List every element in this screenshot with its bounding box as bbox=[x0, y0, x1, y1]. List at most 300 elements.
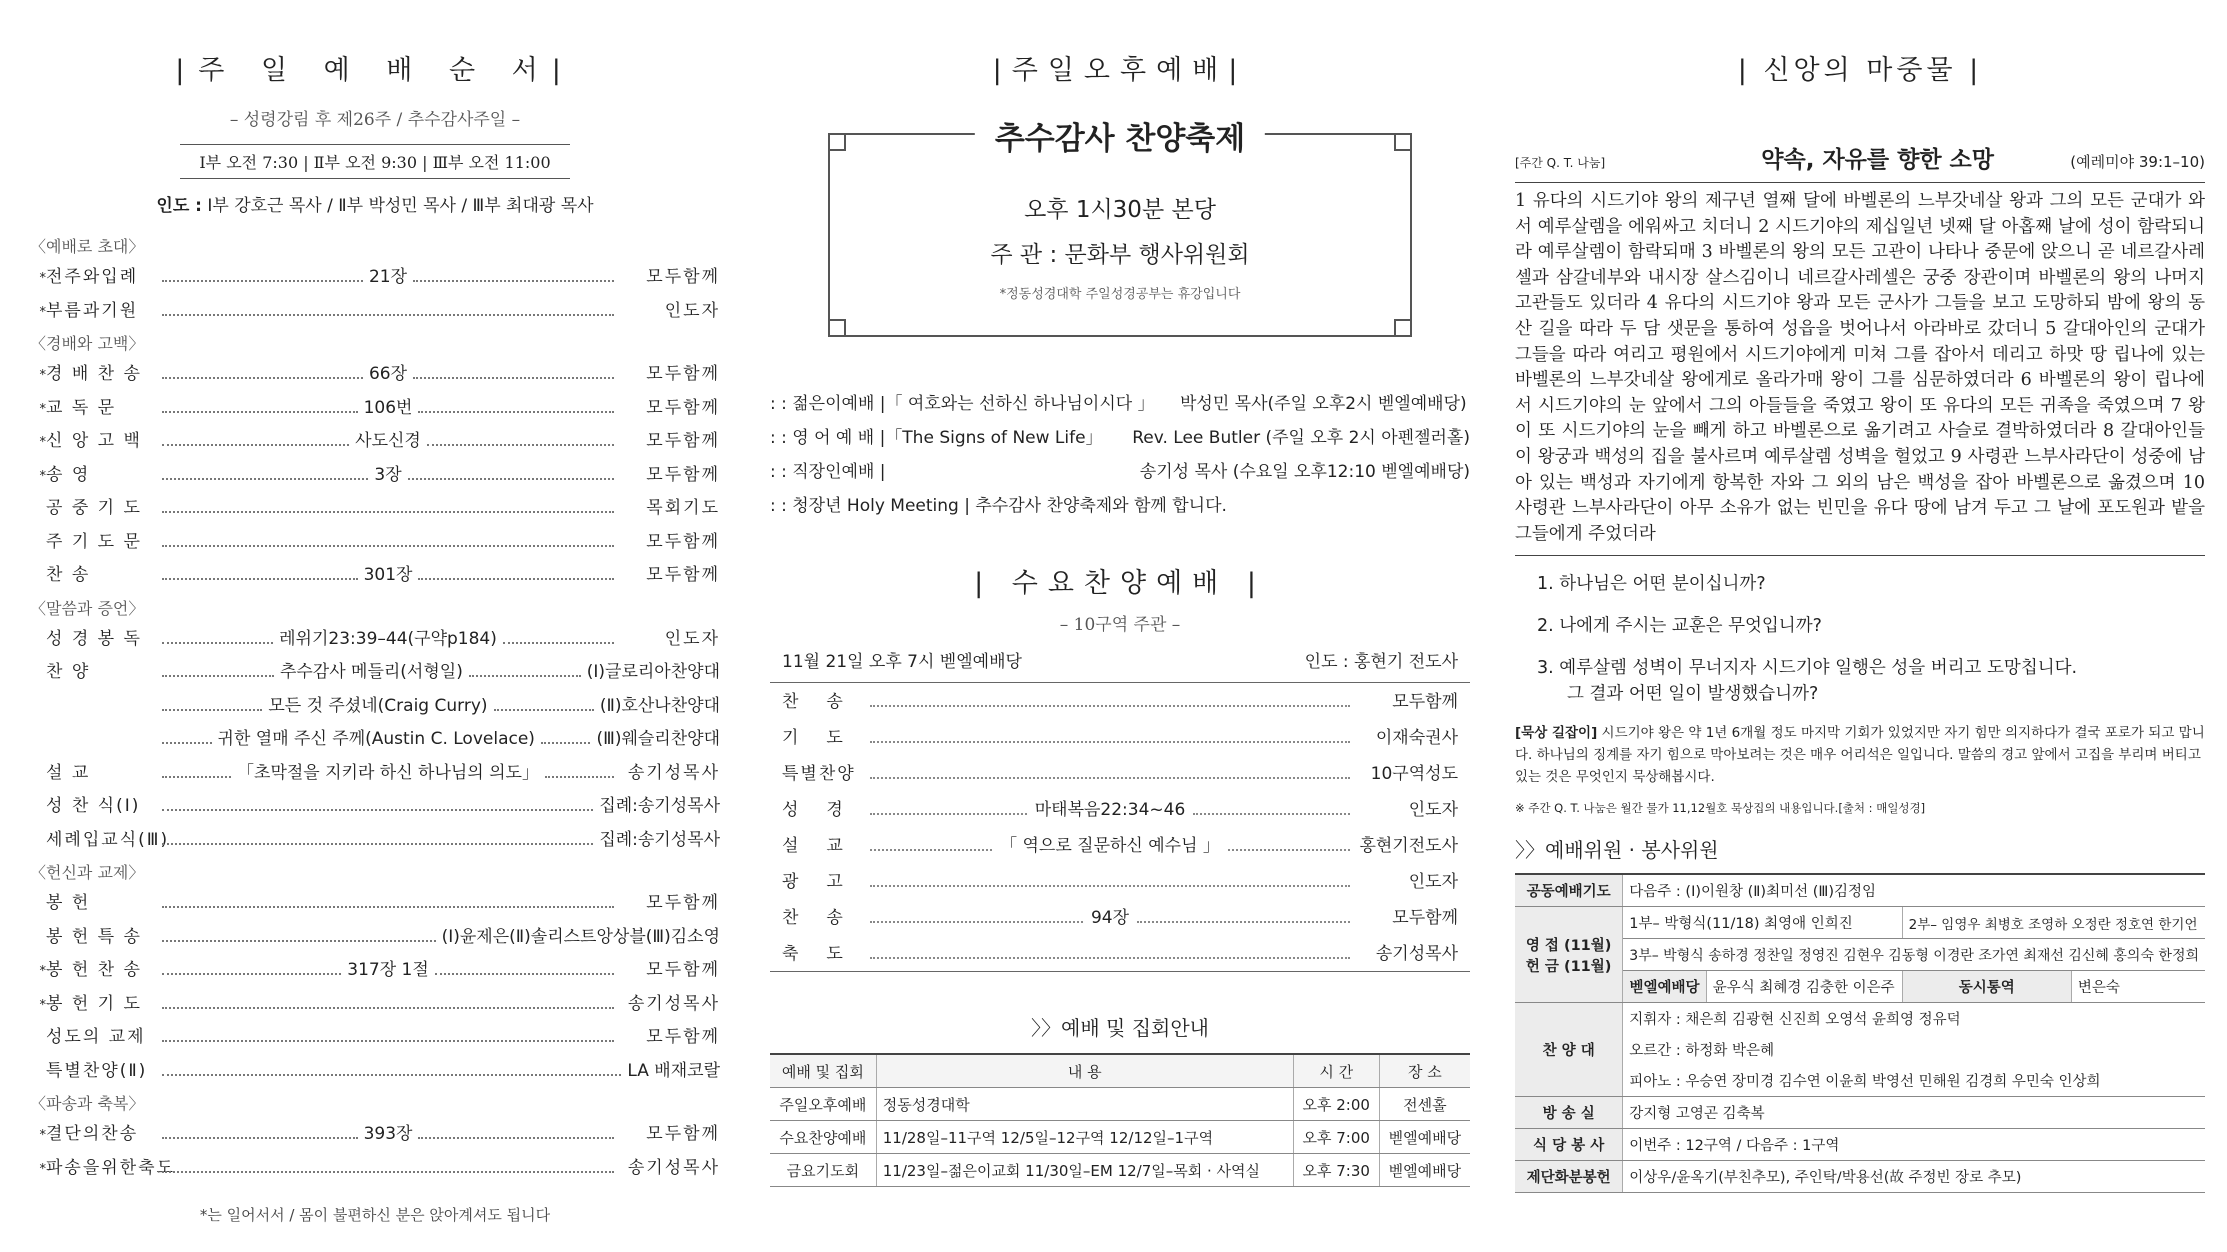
order-item bbox=[30, 560, 720, 594]
row-value: 오르간 : 하정화 박은혜 bbox=[1629, 1043, 1775, 1060]
order-item bbox=[30, 296, 720, 330]
order-item bbox=[30, 493, 720, 527]
item-name: 특별찬양 bbox=[782, 764, 856, 784]
wed-item bbox=[770, 827, 1470, 863]
wed-item bbox=[770, 899, 1470, 935]
item-detail bbox=[156, 393, 620, 418]
row-header bbox=[1515, 907, 1623, 1003]
sub-header: 동시통역 bbox=[1902, 971, 2071, 1003]
row-value: 2부– 임영우 최병호 조영하 오정란 정호연 한기언 bbox=[1902, 907, 2205, 939]
festival-time: 오후 1시30분 본당 bbox=[1024, 197, 1216, 223]
stand-mark: * bbox=[39, 468, 46, 484]
item-person: 모두함께 bbox=[646, 397, 720, 418]
item-person: 집례:송기성목사 bbox=[599, 829, 720, 850]
order-list bbox=[30, 232, 720, 1186]
row-value: 다음주 : (Ⅰ)이원창 (Ⅱ)최미선 (Ⅲ)김정임 bbox=[1623, 874, 2205, 907]
dot-leader bbox=[427, 444, 614, 446]
dot-leader bbox=[870, 863, 1350, 887]
schedule-cell: 오후 2:00 bbox=[1293, 1088, 1379, 1121]
meeting-detail bbox=[1180, 491, 1470, 525]
wed-leader: 인도 : 홍현기 전도사 bbox=[1304, 652, 1458, 672]
item-value: 94장 bbox=[1090, 908, 1130, 928]
item-person: 모두함께 bbox=[646, 431, 720, 451]
item-detail bbox=[156, 906, 620, 913]
row-header: 제단화분봉헌 bbox=[1515, 1161, 1623, 1193]
wed-subtitle: – 10구역 주관 – bbox=[1059, 615, 1181, 635]
order-item bbox=[30, 1056, 720, 1090]
staff-row bbox=[1515, 1003, 2205, 1035]
item-name: 경 배 찬 송 bbox=[46, 364, 142, 384]
wed-item bbox=[770, 719, 1470, 755]
item-detail bbox=[156, 359, 620, 384]
dot-leader bbox=[162, 1074, 621, 1076]
item-value: 추수감사 메들리(서형일) bbox=[279, 662, 463, 682]
item-value: 301장 bbox=[363, 565, 413, 585]
item-detail bbox=[156, 460, 620, 485]
dot-leader bbox=[162, 1040, 614, 1042]
item-person: 인도자 bbox=[1408, 800, 1458, 820]
item-detail bbox=[156, 314, 620, 321]
item-person: 모두함께 bbox=[646, 464, 720, 485]
schedule-row bbox=[770, 1154, 1470, 1187]
category-heading: 〈예배로 초대〉 bbox=[30, 237, 145, 256]
order-item bbox=[30, 724, 720, 758]
wed-item bbox=[770, 683, 1470, 719]
row-value: 이상우/윤옥기(부친추모), 주인탁/박용선(故 주정빈 장로 추모) bbox=[1623, 1161, 2205, 1193]
item-detail bbox=[156, 1119, 620, 1144]
question-3: 3. 예루살렘 성벽이 무너지자 시드기야 일행은 성을 버리고 도망칩니다. bbox=[1537, 658, 2078, 679]
dot-leader bbox=[162, 906, 614, 908]
item-name: 부름과기원 bbox=[46, 300, 139, 321]
devotion-column bbox=[1515, 0, 2205, 1193]
order-item bbox=[30, 1119, 720, 1153]
festival-title: 추수감사 찬양축제 bbox=[975, 113, 1265, 158]
dot-leader bbox=[162, 973, 341, 975]
item-value: 「초막절을 지키라 하신 하나님의 의도」 bbox=[237, 762, 539, 783]
item-name: 공 중 기 도 bbox=[46, 498, 142, 518]
item-person: 모두함께 bbox=[646, 364, 720, 384]
question-2: 2. 나에게 주시는 교훈은 무엇입니까? bbox=[1537, 616, 1822, 637]
item-detail bbox=[156, 657, 587, 682]
item-name: 찬 양 bbox=[46, 662, 91, 682]
meeting-item bbox=[770, 491, 1470, 525]
item-person: 인도자 bbox=[664, 300, 720, 321]
item-value: 사도신경 bbox=[355, 431, 421, 451]
dot-leader bbox=[435, 973, 614, 975]
dot-leader bbox=[162, 511, 614, 513]
item-name: 찬송 bbox=[782, 692, 871, 712]
schedule-header-row bbox=[770, 1054, 1470, 1088]
dot-leader bbox=[162, 809, 593, 811]
meeting-name: : : 젊은이예배 |「 여호와는 선하신 하나님이시다 」 bbox=[770, 394, 1155, 414]
item-person: 목회기도 bbox=[646, 498, 720, 518]
meetings-list bbox=[770, 389, 1470, 525]
item-person: 모두함께 bbox=[1392, 692, 1458, 712]
afternoon-column bbox=[770, 0, 1470, 1187]
corner-ornament bbox=[828, 319, 846, 337]
row-value: 강지형 고영곤 김축복 bbox=[1623, 1097, 2205, 1129]
item-detail bbox=[156, 724, 596, 749]
dot-leader bbox=[469, 675, 581, 677]
order-item bbox=[30, 922, 720, 956]
dot-leader bbox=[870, 719, 1350, 743]
dot-leader bbox=[408, 478, 614, 480]
order-item bbox=[30, 262, 720, 296]
item-name: 주 기 도 문 bbox=[46, 531, 142, 552]
schedule-cell: 전센홀 bbox=[1379, 1088, 1470, 1121]
subtitle: – 성령강림 후 제26주 / 추수감사주일 – bbox=[229, 110, 521, 130]
meditation-text: 시드기야 왕은 약 1년 6개월 정도 마지막 기회가 있었지만 자기 힘만 의지하다가 결국 포로가 되고 맙니다. 하나님의 징계를 자기 힘으로 막아보려는 것은 매우 어리석은 일입니다. 말씀의 경고 앞에서 고집을 부리며 버티고 있는 것은 무엇인지 묵상해봅시다. bbox=[1515, 725, 2205, 786]
section-title: | 신앙의 마중물 | bbox=[1737, 55, 1983, 86]
item-name: 성 경 봉 독 bbox=[46, 628, 142, 649]
item-person: 모두함께 bbox=[646, 267, 720, 287]
item-person: 모두함께 bbox=[646, 960, 720, 980]
schedule-table bbox=[770, 1053, 1470, 1187]
order-item bbox=[30, 825, 720, 859]
item-detail bbox=[156, 426, 620, 451]
meditation-note: ※ 주간 Q. T. 나눔은 월간 물가 11,12월호 묵상집의 내용입니다.[출처 : 매일성경] bbox=[1515, 801, 1926, 816]
dot-leader bbox=[870, 755, 1350, 779]
dot-leader bbox=[162, 1171, 614, 1173]
row-value: 1부– 박형식(11/18) 최영애 인희진 bbox=[1623, 907, 1902, 939]
category-heading: 〈헌신과 교제〉 bbox=[30, 863, 145, 882]
order-item bbox=[30, 1153, 720, 1187]
item-detail bbox=[156, 1171, 620, 1178]
dot-leader bbox=[870, 899, 1083, 923]
meeting-name: : : 영 어 예 배 |「The Signs of New Life」 bbox=[770, 428, 1103, 448]
column-header: 장 소 bbox=[1379, 1054, 1470, 1088]
dot-leader bbox=[162, 1137, 358, 1139]
wed-item bbox=[770, 863, 1470, 899]
item-name: 송 영 bbox=[46, 464, 91, 485]
item-value: 모든 것 주셨네(Craig Curry) bbox=[268, 695, 488, 716]
schedule-row bbox=[770, 1088, 1470, 1121]
dot-leader bbox=[494, 709, 594, 711]
item-detail bbox=[156, 545, 620, 552]
dot-leader bbox=[162, 776, 231, 778]
order-item bbox=[30, 393, 720, 427]
item-name: 특별찬양(Ⅱ) bbox=[46, 1060, 148, 1081]
item-name: 봉 헌 찬 송 bbox=[46, 960, 142, 980]
dot-leader bbox=[545, 776, 614, 778]
item-value: 「 역으로 질문하신 예수님 」 bbox=[1000, 836, 1220, 856]
header-line: 영 접 (11월) bbox=[1525, 937, 1612, 954]
dot-leader bbox=[418, 578, 614, 580]
schedule-cell: 금요기도회 bbox=[770, 1154, 876, 1187]
dot-leader bbox=[870, 935, 1350, 959]
schedule-cell: 11/28일–11구역 12/5일–12구역 12/12일–1구역 bbox=[876, 1121, 1293, 1154]
dot-leader bbox=[418, 411, 614, 413]
schedule-cell: 11/23일–젊은이교회 11/30일–EM 12/7일–목회 · 사역실 bbox=[876, 1154, 1293, 1187]
stand-mark: * bbox=[39, 304, 46, 320]
service-times: Ⅰ부 오전 7:30 | Ⅱ부 오전 9:30 | Ⅲ부 오전 11:00 bbox=[180, 144, 570, 179]
corner-ornament bbox=[1394, 319, 1412, 337]
category-heading: 〈경배와 고백〉 bbox=[30, 334, 145, 353]
item-name: 파송을위한축도 bbox=[46, 1157, 175, 1178]
order-item bbox=[30, 624, 720, 658]
item-detail bbox=[156, 1007, 620, 1014]
dot-leader bbox=[162, 843, 593, 845]
item-person: (Ⅱ)호산나찬양대 bbox=[599, 695, 720, 716]
row-value: 윤우식 최혜경 김충한 이은주 bbox=[1706, 971, 1902, 1003]
item-name: 봉 헌 기 도 bbox=[46, 993, 142, 1014]
dot-leader bbox=[1137, 899, 1350, 923]
dot-leader bbox=[541, 742, 591, 744]
item-person: 송기성목사 bbox=[627, 762, 720, 783]
item-person: 모두함께 bbox=[646, 531, 720, 552]
dot-leader bbox=[162, 478, 368, 480]
wed-item bbox=[770, 755, 1470, 791]
item-person: 송기성목사 bbox=[1375, 944, 1458, 964]
item-value: 21장 bbox=[368, 267, 408, 287]
item-name: 찬 송 bbox=[46, 565, 91, 585]
schedule-cell: 정동성경대학 bbox=[876, 1088, 1293, 1121]
schedule-cell: 벧엘예배당 bbox=[1379, 1154, 1470, 1187]
header-line: 헌 금 (11월) bbox=[1525, 958, 1612, 975]
item-detail bbox=[156, 940, 442, 947]
item-name: 성경 bbox=[782, 800, 871, 820]
dot-leader bbox=[162, 578, 358, 580]
row-value: 3부– 박형식 송하경 정찬일 정영진 김현우 김동형 이경란 조가연 최재선 김신혜 홍의숙 한정희 bbox=[1623, 939, 2205, 971]
item-detail bbox=[156, 262, 620, 287]
dot-leader bbox=[413, 280, 614, 282]
staff-row bbox=[1515, 874, 2205, 907]
item-value: 3장 bbox=[374, 464, 402, 485]
wed-order-list bbox=[770, 682, 1470, 972]
item-name: 성 찬 식(Ⅰ) bbox=[46, 796, 141, 816]
item-name: 결단의찬송 bbox=[46, 1124, 139, 1144]
row-value: 피아노 : 우승연 장미경 김수연 이윤희 박영선 민해원 김경희 우민숙 인상희 bbox=[1623, 1065, 2205, 1097]
festival-box bbox=[828, 121, 1412, 337]
item-person: 인도자 bbox=[1408, 872, 1458, 892]
stand-mark: * bbox=[39, 271, 46, 286]
item-detail bbox=[156, 624, 620, 649]
meeting-item bbox=[770, 389, 1470, 423]
leaders-line bbox=[30, 191, 720, 216]
dot-leader bbox=[870, 791, 1027, 815]
wed-item bbox=[770, 791, 1470, 827]
staff-row bbox=[1515, 1129, 2205, 1161]
order-item bbox=[30, 527, 720, 561]
column-header: 예배 및 집회 bbox=[770, 1054, 876, 1088]
item-detail bbox=[156, 955, 620, 980]
item-name: 봉 헌 bbox=[46, 893, 91, 913]
item-name: 교 독 문 bbox=[46, 397, 117, 418]
section-title: |주 일 예 배 순 서| bbox=[175, 55, 575, 86]
row-header: 찬 양 대 bbox=[1515, 1003, 1623, 1097]
item-detail bbox=[156, 1040, 620, 1047]
sunday-order-column bbox=[30, 0, 720, 1225]
column-header: 시 간 bbox=[1293, 1054, 1379, 1088]
item-name: 설 교 bbox=[46, 762, 91, 783]
stand-mark: * bbox=[39, 1128, 46, 1143]
meeting-detail: 송기성 목사 (수요일 오후12:10 벧엘예배당) bbox=[1139, 462, 1470, 482]
item-name: 축도 bbox=[782, 944, 871, 964]
schedule-cell: 오후 7:00 bbox=[1293, 1121, 1379, 1154]
schedule-cell: 벧엘예배당 bbox=[1379, 1121, 1470, 1154]
schedule-title: 〉〉예배 및 집회안내 bbox=[1031, 1016, 1209, 1040]
item-name: 기도 bbox=[782, 728, 871, 748]
stand-mark: * bbox=[39, 964, 46, 979]
item-person: (Ⅰ)글로리아찬양대 bbox=[586, 662, 720, 682]
question-3-cont: 그 결과 어떤 일이 발생했습니까? bbox=[1567, 684, 1819, 705]
meeting-detail: Rev. Lee Butler (주일 오후 2시 아펜젤러홀) bbox=[1132, 428, 1470, 448]
section-title: |주일오후예배| bbox=[992, 55, 1248, 86]
questions bbox=[1515, 570, 2205, 716]
item-value: 마태복음22:34~46 bbox=[1034, 800, 1186, 820]
leaders: Ⅰ부 강호근 목사 / Ⅱ부 박성민 목사 / Ⅲ부 최대광 목사 bbox=[207, 196, 594, 216]
dot-leader bbox=[162, 411, 358, 413]
staff-table bbox=[1515, 873, 2205, 1193]
dot-leader bbox=[1228, 827, 1350, 851]
item-name: 광고 bbox=[782, 872, 871, 892]
item-name: 세례입교식(Ⅲ) bbox=[46, 829, 170, 850]
leader-label: 인도 : bbox=[156, 196, 202, 216]
order-item bbox=[30, 758, 720, 792]
dot-leader bbox=[870, 827, 992, 851]
item-detail bbox=[156, 1074, 627, 1081]
order-item bbox=[30, 791, 720, 825]
dot-leader bbox=[1193, 791, 1350, 815]
staff-row bbox=[1515, 1097, 2205, 1129]
row-value: 변은숙 bbox=[2071, 971, 2205, 1003]
item-detail bbox=[156, 511, 620, 518]
row-header: 공동예배기도 bbox=[1515, 874, 1623, 907]
dot-leader bbox=[162, 1007, 614, 1009]
item-detail bbox=[156, 560, 620, 585]
order-item bbox=[30, 359, 720, 393]
item-person: 이재숙권사 bbox=[1375, 728, 1458, 748]
wed-item bbox=[770, 935, 1470, 971]
schedule-cell: 수요찬양예배 bbox=[770, 1121, 876, 1154]
item-name: 전주와입례 bbox=[46, 267, 139, 287]
order-item bbox=[30, 1022, 720, 1056]
item-value: 106번 bbox=[363, 397, 413, 418]
item-value: 귀한 열매 주신 주께(Austin C. Lovelace) bbox=[217, 729, 535, 749]
wed-date: 11월 21일 오후 7시 벧엘예배당 bbox=[782, 652, 1022, 672]
item-person: LA 배재코랄 bbox=[627, 1060, 720, 1081]
item-value: 317장 1절 bbox=[347, 960, 429, 980]
staff-title: 〉〉예배위원 · 봉사위원 bbox=[1515, 838, 1719, 863]
qt-reference: (예레미야 39:1–10) bbox=[2070, 153, 2205, 171]
qt-title: 약속, 자유를 향한 소망 bbox=[1761, 147, 1994, 173]
order-item bbox=[30, 989, 720, 1023]
item-person: 모두함께 bbox=[646, 565, 720, 585]
row-value: 이번주 : 12구역 / 다음주 : 1구역 bbox=[1623, 1129, 2205, 1161]
stand-mark: * bbox=[39, 435, 46, 450]
corner-ornament bbox=[1394, 133, 1412, 151]
question-1: 1. 하나님은 어떤 분이십니까? bbox=[1537, 574, 1766, 595]
row-header: 식 당 봉 사 bbox=[1515, 1129, 1623, 1161]
item-detail bbox=[156, 758, 620, 783]
festival-note: *정동성경대학 주일성경공부는 휴강입니다 bbox=[999, 287, 1241, 302]
item-detail bbox=[156, 843, 599, 850]
dot-leader bbox=[162, 742, 212, 744]
category-heading: 〈말씀과 증언〉 bbox=[30, 598, 145, 618]
meeting-item bbox=[770, 423, 1470, 457]
dot-leader bbox=[162, 377, 363, 379]
dot-leader bbox=[162, 940, 436, 942]
order-item bbox=[30, 691, 720, 725]
dot-leader bbox=[162, 314, 614, 316]
schedule-cell: 오후 7:30 bbox=[1293, 1154, 1379, 1187]
item-person: 송기성목사 bbox=[627, 1157, 720, 1178]
dot-leader bbox=[162, 642, 273, 644]
order-item bbox=[30, 888, 720, 922]
festival-host: 주 관 : 문화부 행사위원회 bbox=[990, 242, 1250, 268]
qt-header bbox=[1515, 141, 2205, 183]
item-person: 인도자 bbox=[664, 628, 720, 649]
row-header: 방 송 실 bbox=[1515, 1097, 1623, 1129]
dot-leader bbox=[503, 642, 614, 644]
item-name: 봉 헌 특 송 bbox=[46, 926, 142, 947]
item-name: 설교 bbox=[782, 836, 871, 856]
category-heading: 〈파송과 축복〉 bbox=[30, 1094, 145, 1113]
item-person: 10구역성도 bbox=[1370, 764, 1458, 784]
item-person: 모두함께 bbox=[1392, 908, 1458, 928]
schedule-row bbox=[770, 1121, 1470, 1154]
item-detail bbox=[156, 691, 600, 716]
item-value: 393장 bbox=[363, 1124, 413, 1144]
dot-leader bbox=[418, 1137, 614, 1139]
item-person: 모두함께 bbox=[646, 1124, 720, 1144]
corner-ornament bbox=[828, 133, 846, 151]
meditation bbox=[1515, 722, 2205, 788]
stand-mark: * bbox=[39, 368, 46, 383]
dot-leader bbox=[413, 377, 614, 379]
item-detail bbox=[156, 809, 599, 816]
meeting-name: : : 직장인예배 | bbox=[770, 462, 886, 482]
dot-leader bbox=[162, 709, 262, 711]
item-value: 레위기23:39–44(구약p184) bbox=[279, 628, 497, 649]
item-name: 성도의 교제 bbox=[46, 1027, 146, 1047]
order-item bbox=[30, 955, 720, 989]
meeting-detail: 박성민 목사(주일 오후2시 벧엘예배당) bbox=[1180, 394, 1467, 414]
order-item bbox=[30, 657, 720, 691]
order-item bbox=[30, 460, 720, 494]
item-person: 홍현기전도사 bbox=[1359, 836, 1458, 856]
row-value: 지휘자 : 채은희 김광현 신진희 오영석 윤희영 정유덕 bbox=[1629, 1012, 1961, 1029]
staff-row bbox=[1515, 907, 2205, 939]
order-item bbox=[30, 426, 720, 460]
item-name: 찬송 bbox=[782, 908, 871, 928]
stand-mark: * bbox=[39, 401, 46, 417]
meditation-label: [묵상 길잡이] bbox=[1515, 725, 1598, 742]
scripture-text: 1 유다의 시드기야 왕의 제구년 열째 달에 바벨론의 느부갓네살 왕과 그의 모든 군대가 와서 예루살렘을 에워싸고 치더니 2 시드기야의 제십일년 넷째 달 아홉째 날에 성이 함락되니라 예루살렘이 함락되매 3 바벨론의 왕의 모든 고관이 나타나 중문에 앉으니 곧 네르갈사레셀과 삼갈네부와 내시장 살스김이니 네르갈사레셀은 궁중 장관이며 바벨론의 왕의 나머지 고관들도 있더라 4 유다의 시드기야 왕과 모든 군사가 그들을 보고 도망하되 밤에 왕의 동산 길을 따라 두 담 샛문을 통하여 성읍을 벗어나서 아라바로 갔더니 5 갈대아인의 군대가 그들을 따라 여리고 평원에서 시드기야에게 미쳐 그를 잡아서 데리고 하맛 땅 립나에 있는 바벨론의 느부갓네살 왕에게로 올라가매 왕이 그를 심문하였더라 6 바벨론의 왕이 립나에서 시드기야의 눈 앞에서 그의 아들들을 죽였고 왕이 또 유다의 모든 귀족을 죽였으며 7 왕이 또 시드기야의 눈을 빼게 하고 바벨론으로 옮기려고 사슬로 결박하였더라 8 갈대아인들이 왕궁과 백성의 집을 불사르며 예루살렘 성벽을 헐었고 9 사령관 느부사라단이 성중에 남아 있는 백성과 자기에게 항복한 자와 그 외의 남은 백성을 잡아 바벨론으로 옮겼으며 10 사령관 느부사라단이 아무 소유가 없는 빈민을 유다 땅에 남겨 두고 그 날에 포도원과 밭을 그들에게 주었더라 bbox=[1515, 189, 2205, 556]
staff-row bbox=[1515, 1161, 2205, 1193]
dot-leader bbox=[162, 280, 363, 282]
item-person: 집례:송기성목사 bbox=[599, 796, 720, 816]
column-header: 내 용 bbox=[876, 1054, 1293, 1088]
stand-mark: * bbox=[39, 1161, 46, 1177]
dot-leader bbox=[870, 683, 1350, 707]
wed-info bbox=[770, 647, 1470, 672]
item-person: (Ⅰ)윤제은(Ⅱ)솔리스트앙상블(Ⅲ)김소영 bbox=[441, 926, 720, 947]
item-name: 신 앙 고 백 bbox=[46, 431, 142, 451]
wed-title: | 수요찬양예배 | bbox=[974, 568, 1266, 599]
stand-mark: * bbox=[39, 997, 46, 1013]
item-person: 모두함께 bbox=[646, 1027, 720, 1047]
item-person: 모두함께 bbox=[646, 893, 720, 913]
footnote: *는 일어서서 / 몸이 불편하신 분은 앉아계셔도 됩니다 bbox=[199, 1206, 551, 1224]
item-value: 66장 bbox=[368, 364, 408, 384]
item-person: 송기성목사 bbox=[627, 993, 720, 1014]
dot-leader bbox=[162, 545, 614, 547]
item-person: (Ⅲ)웨슬리찬양대 bbox=[596, 729, 720, 749]
dot-leader bbox=[162, 444, 349, 446]
schedule-cell: 주일오후예배 bbox=[770, 1088, 876, 1121]
meeting-item bbox=[770, 457, 1470, 491]
